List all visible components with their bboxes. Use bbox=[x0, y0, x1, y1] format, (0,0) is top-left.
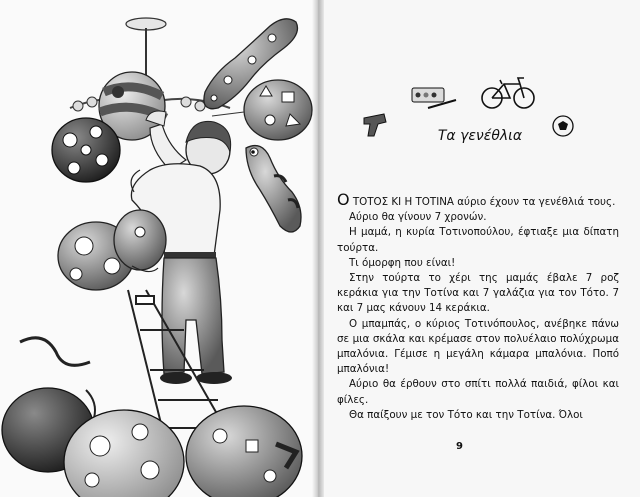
page-number: 9 bbox=[456, 441, 463, 452]
toy-gun-icon bbox=[364, 114, 386, 136]
paragraph: Στην τούρτα το χέρι της μαμάς έβαλε 7 ροζ κεράκια για την Τοτίνα και 7 γαλάζια για τον Τότο. 7 και 7 μας κάνουν 14 κεράκια. bbox=[337, 272, 619, 315]
paragraph: Ο μπαμπάς, ο κύριος Τοτινόπουλος, ανέβηκε πάνω σε μια σκάλα και κρέμασε στον πολυέλαιο πολύχρωμα μπαλόνια. Γέμισε η μεγάλη κάμαρα μπαλόνια. Ποπό μπαλόνια! bbox=[337, 317, 619, 376]
chapter-title: Τα γενέθλια bbox=[437, 128, 523, 144]
paragraph-first bbox=[337, 190, 619, 210]
story-text bbox=[337, 190, 619, 423]
paragraph: Η μαμά, η κυρία Τοτινοπούλου, έφτιαξε μια δίπατη τούρτα. bbox=[337, 226, 619, 254]
paragraph: Αύριο θα έρθουν στο σπίτι πολλά παιδιά, φίλοι και φίλες. bbox=[337, 378, 619, 406]
bicycle-icon bbox=[482, 78, 534, 108]
dropcap: Ο bbox=[337, 190, 350, 209]
paragraph: Θα παίξουν με τον Τότο και την Τοτίνα. Όλοι bbox=[349, 408, 583, 421]
soccer-ball-icon bbox=[553, 116, 573, 136]
paragraph: Αύριο θα γίνουν 7 χρονών. bbox=[349, 211, 487, 224]
paragraph: Τι όμορφη που είναι! bbox=[349, 256, 456, 269]
paint-palette-icon bbox=[412, 88, 456, 108]
first-line: ΤΟΤΟΣ ΚΙ Η ΤΟΤΙΝΑ αύριο έχουν τα γενέθλιά τους. bbox=[349, 196, 616, 208]
